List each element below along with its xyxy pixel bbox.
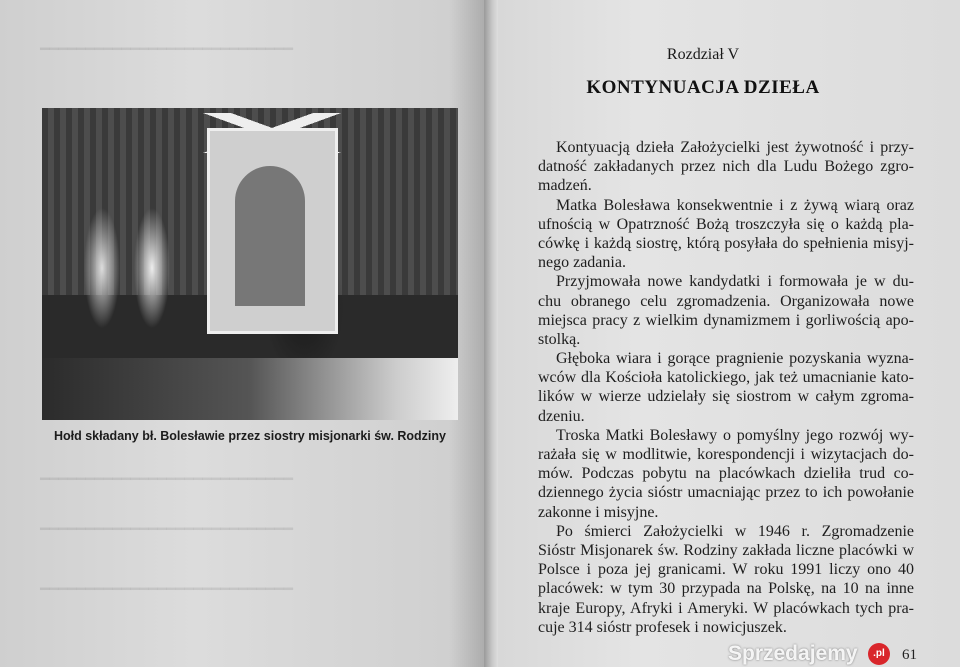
text-line: cuje 314 sióstr profesek i nowicjuszek.	[538, 618, 787, 636]
text-line: rażała się w modlitwie, korespondencji i wizytacjach do-	[538, 446, 914, 463]
text-line: placówek: w tym 30 przypada na Polskę, na 10 na inne	[538, 580, 914, 598]
text-line: cówkę i każdą siostrę, którą posyłała do spełnienia misyj-	[538, 234, 914, 252]
text-line: miejsca pracy z wielkim dynamizmem i gorliwością apo-	[538, 311, 914, 329]
text-line: zakonne i misyjne.	[538, 503, 659, 521]
text-line: mów. Podczas pobytu na placówkach dzieliła trud co-	[538, 465, 914, 483]
text-line: Głęboka wiara i gorące pragnienie pozyskania wyzna-	[556, 350, 914, 368]
text-line: chu obranego celu zgromadzenia. Organizowała nowe	[538, 292, 914, 310]
bleed-through-text: ━━━━━━━━━━━━━━━━━━━━━━━━━━━━	[40, 582, 293, 598]
text-line: Po śmierci Założycielki w 1946 r. Zgromadzenie	[556, 522, 914, 540]
text-line: madzeń.	[538, 177, 592, 195]
photo-shrine-ceremony	[42, 108, 458, 420]
text-line: datność zakładanych przez nich dla Ludu Bożego zgro-	[538, 158, 914, 176]
chapter-label: Rozdział V	[666, 46, 740, 63]
text-line: Matka Bolesława konsekwentnie i z żywą wiarą oraz	[556, 196, 914, 214]
text-line: ufnością w Opatrzność Bożą troszczyła się o każdą pla-	[538, 215, 914, 233]
watermark-badge: .pl	[868, 643, 890, 665]
text-line: stolką.	[538, 330, 581, 348]
text-line: Sióstr Misjonarek św. Rodziny zakłada liczne placówki w	[538, 541, 914, 559]
bleed-through-text: ━━━━━━━━━━━━━━━━━━━━━━━━━━━━	[40, 42, 293, 58]
chapter-title: KONTYNUACJA DZIEŁA	[586, 77, 820, 98]
bleed-through-text: ━━━━━━━━━━━━━━━━━━━━━━━━━━━━	[40, 522, 293, 538]
text-line: dzeniu.	[538, 407, 585, 425]
page-number: 61	[902, 647, 917, 663]
bleed-through-text: ━━━━━━━━━━━━━━━━━━━━━━━━━━━━	[40, 472, 293, 488]
text-line: Kontyuacją dzieła Założycielki jest żywotność i przy-	[556, 139, 914, 156]
photo-caption: Hołd składany bł. Bolesławie przez siostry misjonarki św. Rodziny	[53, 429, 446, 443]
chapter-body-text	[538, 138, 914, 637]
text-line: kraje Europy, Afryki i Ameryki. W placówkach tych pra-	[538, 599, 914, 617]
text-line: nego zadania.	[538, 254, 626, 272]
text-line: Polsce i poza jej granicami. W roku 1991 liczy ono 40	[538, 561, 914, 579]
text-line: lików w wierze udzielały się siostrom w całym zgroma-	[538, 388, 914, 406]
text-line: Troska Matki Bolesławy o pomyślny jego rozwój wy-	[556, 426, 914, 444]
text-line: Przyjmowała nowe kandydatki i formowała je w du-	[556, 273, 914, 291]
text-line: wców dla Kościoła katolickiego, jak też umacnianie kato-	[538, 369, 914, 387]
watermark-logo: Sprzedajemy	[728, 642, 858, 665]
book-gutter	[484, 0, 498, 667]
text-line: dziennego życia sióstr umacniając przez to ich powołanie	[538, 484, 914, 502]
